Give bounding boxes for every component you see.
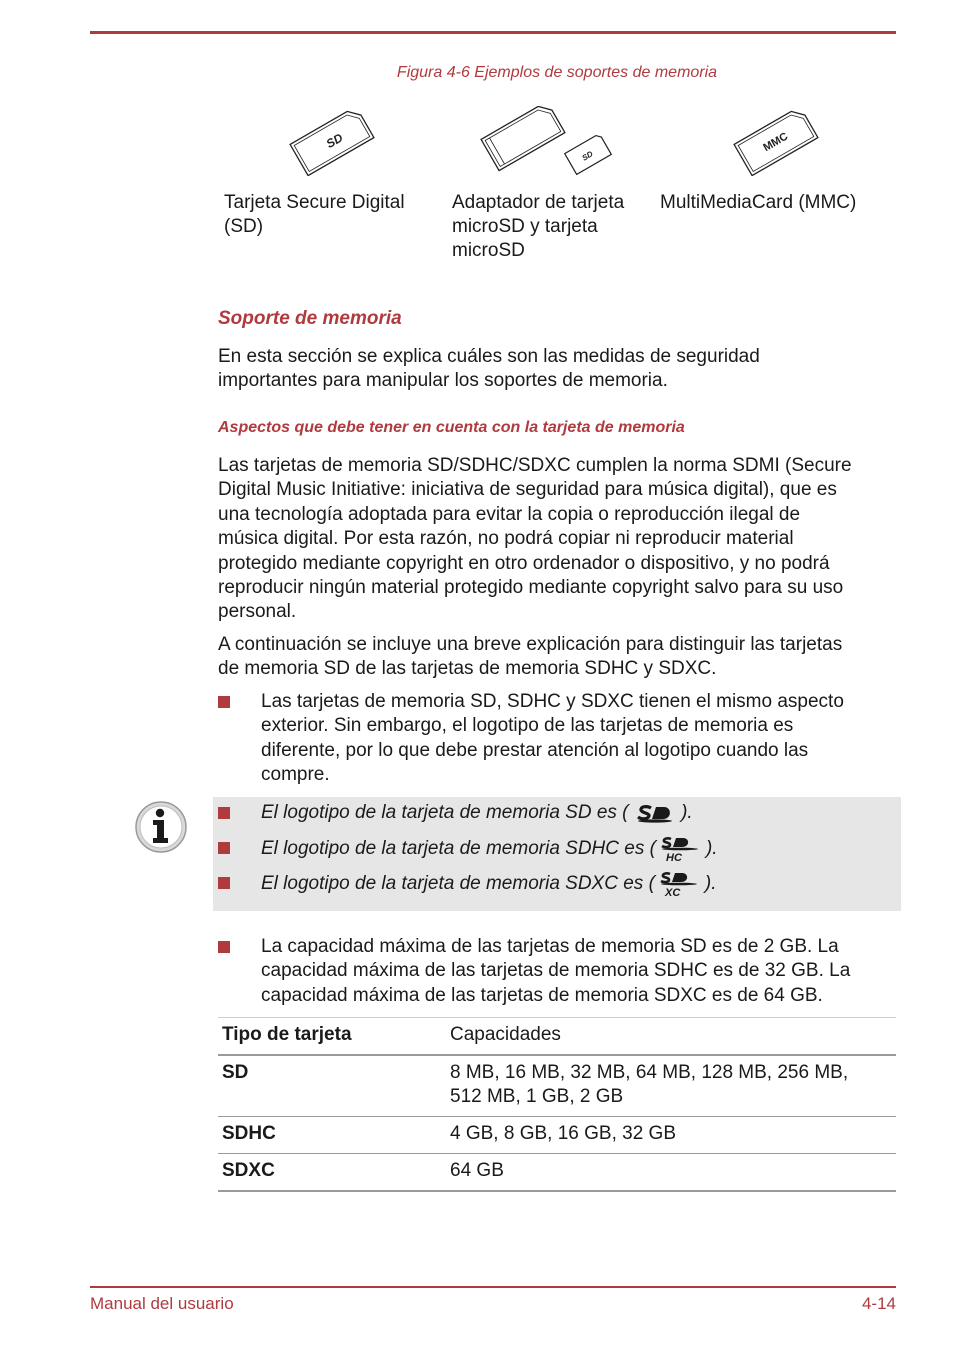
svg-text:SD: SD [323, 130, 346, 151]
sd-logo-icon [634, 803, 676, 823]
table-header: Tipo de tarjeta [218, 1018, 446, 1056]
table-cell: 8 MB, 16 MB, 32 MB, 64 MB, 128 MB, 256 MB, 512 MB, 1 GB, 2 GB [450, 1062, 849, 1107]
sd-card-label: Tarjeta Secure Digital (SD) [224, 192, 405, 237]
sdmi-paragraph: Las tarjetas de memoria SD/SDHC/SDXC cumplen la norma SDMI (Secure Digital Music Initiative: iniciativa de seguridad para música digital), que es una tecnología adoptada para evitar la copia o reproducción ilegal de música digital. Por esta razón, no podrá copiar ni reproducir material protegido mediante copyright en otro ordenador o dispositivo, y no podrá reproducir ningún material protegido mediante copyright salvo para su uso personal. [218, 455, 852, 623]
footer-title: Manual del usuario [90, 1294, 234, 1313]
bullet-square-icon [218, 941, 230, 953]
capacity-table [218, 1017, 896, 1192]
table-cell: SDHC [222, 1123, 276, 1144]
table-row [218, 1154, 896, 1192]
table-header-row [218, 1018, 896, 1056]
page-number: 4-14 [861, 1294, 896, 1313]
bullet-square-icon [218, 696, 230, 708]
svg-text:HC: HC [665, 852, 682, 862]
section-heading: Soporte de memoria [218, 308, 402, 329]
subsection-heading: Aspectos que debe tener en cuenta con la tarjeta de memoria [218, 419, 685, 436]
info-icon [134, 800, 188, 854]
table-cell: 4 GB, 8 GB, 16 GB, 32 GB [450, 1123, 676, 1144]
sdhc-logo-icon [656, 836, 706, 862]
mmc-card-icon [726, 106, 826, 176]
table-cell: SD [222, 1062, 249, 1083]
sd-card-icon [282, 106, 382, 176]
svg-text:XC: XC [664, 887, 681, 897]
table-row [218, 1055, 896, 1117]
bullet-square-icon [218, 877, 230, 889]
mmc-card-label: MultiMediaCard (MMC) [660, 192, 857, 213]
table-cell: 64 GB [450, 1160, 504, 1181]
figure-caption: Figura 4-6 Ejemplos de soportes de memoria [396, 64, 718, 81]
sdxc-logo-icon [655, 871, 705, 897]
table-cell: SDXC [222, 1160, 275, 1181]
svg-text:SD: SD [580, 149, 595, 163]
microsd-adapter-icon [478, 106, 623, 176]
table-row [218, 1117, 896, 1154]
footer-rule [90, 1286, 896, 1288]
distinguish-paragraph: A continuación se incluye una breve explicación para distinguir las tarjetas de memoria SD de las tarjetas de memoria SDHC y SDXC. [218, 634, 843, 680]
header-rule [90, 31, 896, 34]
bullet-square-icon [218, 842, 230, 854]
bullet-square-icon [218, 807, 230, 819]
table-header: Capacidades [446, 1018, 896, 1056]
microsd-adapter-label: Adaptador de tarjeta microSD y tarjeta microSD [452, 192, 625, 261]
intro-paragraph: En esta sección se explica cuáles son las medidas de seguridad importantes para manipular los soportes de memoria. [218, 346, 760, 392]
svg-text:MMC: MMC [761, 130, 791, 155]
